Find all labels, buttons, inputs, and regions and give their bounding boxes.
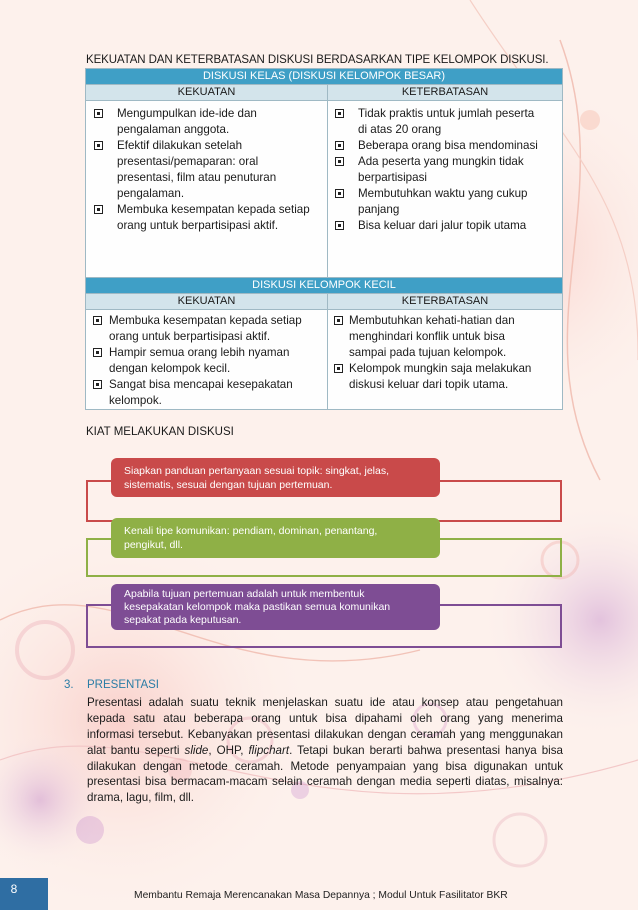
text-segment: alat bantu seperti	[87, 743, 185, 757]
list-item-line: di atas 20 orang	[358, 123, 442, 136]
list-item-line: panjang	[358, 203, 400, 216]
body-line	[87, 695, 563, 711]
checkbox-bullet-icon	[334, 364, 343, 373]
list-item-line: Membuka kesempatan kepada setiap	[117, 203, 310, 216]
list-item-line: Efektif dilakukan setelah	[117, 139, 243, 152]
list-item	[86, 345, 327, 377]
body-line	[87, 790, 563, 806]
list-item-line: Tidak praktis untuk jumlah peserta	[358, 107, 535, 120]
checkbox-bullet-icon	[334, 316, 343, 325]
column-header-strengths: KEKUATAN	[86, 294, 328, 310]
list-item-line: presentasi, film atau penuturan	[117, 171, 277, 184]
tip-line: sistematis, sesuai dengan tujuan pertemuan.	[124, 479, 333, 491]
section-body	[87, 695, 563, 806]
list-item	[328, 361, 562, 393]
list-item-line: Membutuhkan waktu yang cukup	[358, 187, 528, 200]
text-segment: presentasi bisa bermacam-macam selain ceramah dengan media seperti diatas, misalnya:	[87, 775, 563, 789]
strengths-list	[86, 106, 327, 234]
list-item-line: Bisa keluar dari jalur topik utama	[358, 219, 527, 232]
column-header-limitations: KETERBATASAN	[328, 85, 563, 101]
body-line	[87, 711, 563, 727]
text-segment: . Tetapi bukan berarti bahwa presentasi hanya bisa	[289, 743, 563, 757]
list-item	[86, 313, 327, 345]
tip-line: sepakat pada keputusan.	[124, 613, 242, 626]
tip-box-2	[111, 518, 440, 558]
list-item	[328, 313, 562, 361]
tips-heading: KIAT MELAKUKAN DISKUSI	[86, 426, 234, 438]
checkbox-bullet-icon	[94, 109, 103, 118]
text-segment: drama, lagu, film, dll.	[87, 791, 194, 805]
list-item-line: pengalaman anggota.	[117, 123, 230, 136]
table-title: DISKUSI KELOMPOK KECIL	[86, 278, 563, 294]
body-line	[87, 774, 563, 790]
section-number: 3.	[64, 679, 74, 691]
checkbox-bullet-icon	[93, 380, 102, 389]
tip-line: Kenali tipe komunikan: pendiam, dominan, penantang,	[124, 525, 378, 537]
list-item	[328, 106, 562, 138]
text-segment: informasi tersebut. Kebanyakan presentasi dilakukan dengan ceramah yang menggunakan	[87, 727, 563, 741]
large-group-discussion-table	[85, 68, 563, 283]
list-item	[86, 377, 327, 409]
checkbox-bullet-icon	[335, 109, 344, 118]
list-item-line: pengalaman.	[117, 187, 185, 200]
checkbox-bullet-icon	[93, 316, 102, 325]
list-item-line: Mengumpulkan ide-ide dan	[117, 107, 257, 120]
checkbox-bullet-icon	[335, 141, 344, 150]
list-item-line: presentasi/pemaparan: oral	[117, 155, 259, 168]
checkbox-bullet-icon	[335, 221, 344, 230]
text-segment: Presentasi adalah suatu teknik menjelaskan suatu ide atau konsep atau pengetahuan	[87, 696, 563, 709]
column-header-limitations: KETERBATASAN	[328, 294, 563, 310]
tip-box-1	[111, 458, 440, 497]
list-item-line: menghindari konflik untuk bisa	[349, 330, 505, 343]
list-item-line: Sangat bisa mencapai kesepakatan	[109, 378, 293, 391]
list-item-line: Membuka kesempatan kepada setiap	[109, 314, 302, 327]
list-item	[328, 154, 562, 186]
limitations-cell	[328, 310, 563, 410]
limitations-list	[328, 313, 562, 393]
italic-term: flipchart	[248, 743, 290, 757]
checkbox-bullet-icon	[335, 157, 344, 166]
list-item-line: Hampir semua orang lebih nyaman	[109, 346, 290, 359]
body-line	[87, 727, 563, 743]
list-item	[86, 138, 327, 202]
limitations-list	[328, 106, 562, 234]
small-group-discussion-table	[85, 277, 563, 410]
tip-line: pengikut, dll.	[124, 539, 183, 551]
list-item-line: orang untuk berpartisipasi aktif.	[109, 330, 271, 343]
list-item-line: Membutuhkan kehati-hatian dan	[349, 314, 515, 327]
list-item-line: diskusi keluar dari topik utama.	[349, 378, 509, 391]
list-item-line: Kelompok mungkin saja melakukan	[349, 362, 532, 375]
list-item-line: dengan kelompok kecil.	[109, 362, 231, 375]
checkbox-bullet-icon	[94, 141, 103, 150]
list-item-line: Ada peserta yang mungkin tidak	[358, 155, 524, 168]
checkbox-bullet-icon	[335, 189, 344, 198]
table-section-heading: KEKUATAN DAN KETERBATASAN DISKUSI BERDASARKAN TIPE KELOMPOK DISKUSI.	[86, 54, 549, 66]
list-item-line: kelompok.	[109, 394, 162, 407]
limitations-cell	[328, 101, 563, 283]
body-line	[87, 759, 563, 775]
tip-box-3	[111, 584, 440, 630]
list-item-line: Beberapa orang bisa mendominasi	[358, 139, 538, 152]
list-item-line: orang untuk berpartisipasi aktif.	[117, 219, 279, 232]
table-title: DISKUSI KELAS (DISKUSI KELOMPOK BESAR)	[86, 69, 563, 85]
list-item	[328, 218, 562, 234]
list-item	[86, 106, 327, 138]
list-item-line: berpartisipasi	[358, 171, 427, 184]
strengths-cell	[86, 310, 328, 410]
text-segment: kepada satu atau beberapa orang untuk bisa dipahami oleh orang yang menerima	[87, 711, 563, 725]
italic-term: slide	[184, 743, 209, 757]
tip-line: Siapkan panduan pertanyaan sesuai topik: singkat, jelas,	[124, 465, 390, 477]
strengths-list	[86, 313, 327, 409]
checkbox-bullet-icon	[94, 205, 103, 214]
tip-line: kesepakatan kelompok maka pastikan semua komunikan	[124, 600, 391, 613]
section-title: PRESENTASI	[87, 679, 159, 691]
list-item	[86, 202, 327, 234]
list-item	[328, 138, 562, 154]
list-item-line: sampai pada tujuan kelompok.	[349, 346, 507, 359]
column-header-strengths: KEKUATAN	[86, 85, 328, 101]
text-segment: dilakukan dengan metode ceramah. Metode penyampaian yang bisa digunakan untuk	[87, 759, 563, 773]
text-segment: , OHP,	[208, 743, 249, 757]
list-item	[328, 186, 562, 218]
page-number: 8	[10, 882, 18, 896]
tip-line: Apabila tujuan pertemuan adalah untuk membentuk	[124, 588, 365, 600]
strengths-cell	[86, 101, 328, 283]
checkbox-bullet-icon	[93, 348, 102, 357]
body-line	[87, 743, 563, 759]
footer-text: Membantu Remaja Merencanakan Masa Depannya ; Modul Untuk Fasilitator BKR	[134, 890, 508, 901]
